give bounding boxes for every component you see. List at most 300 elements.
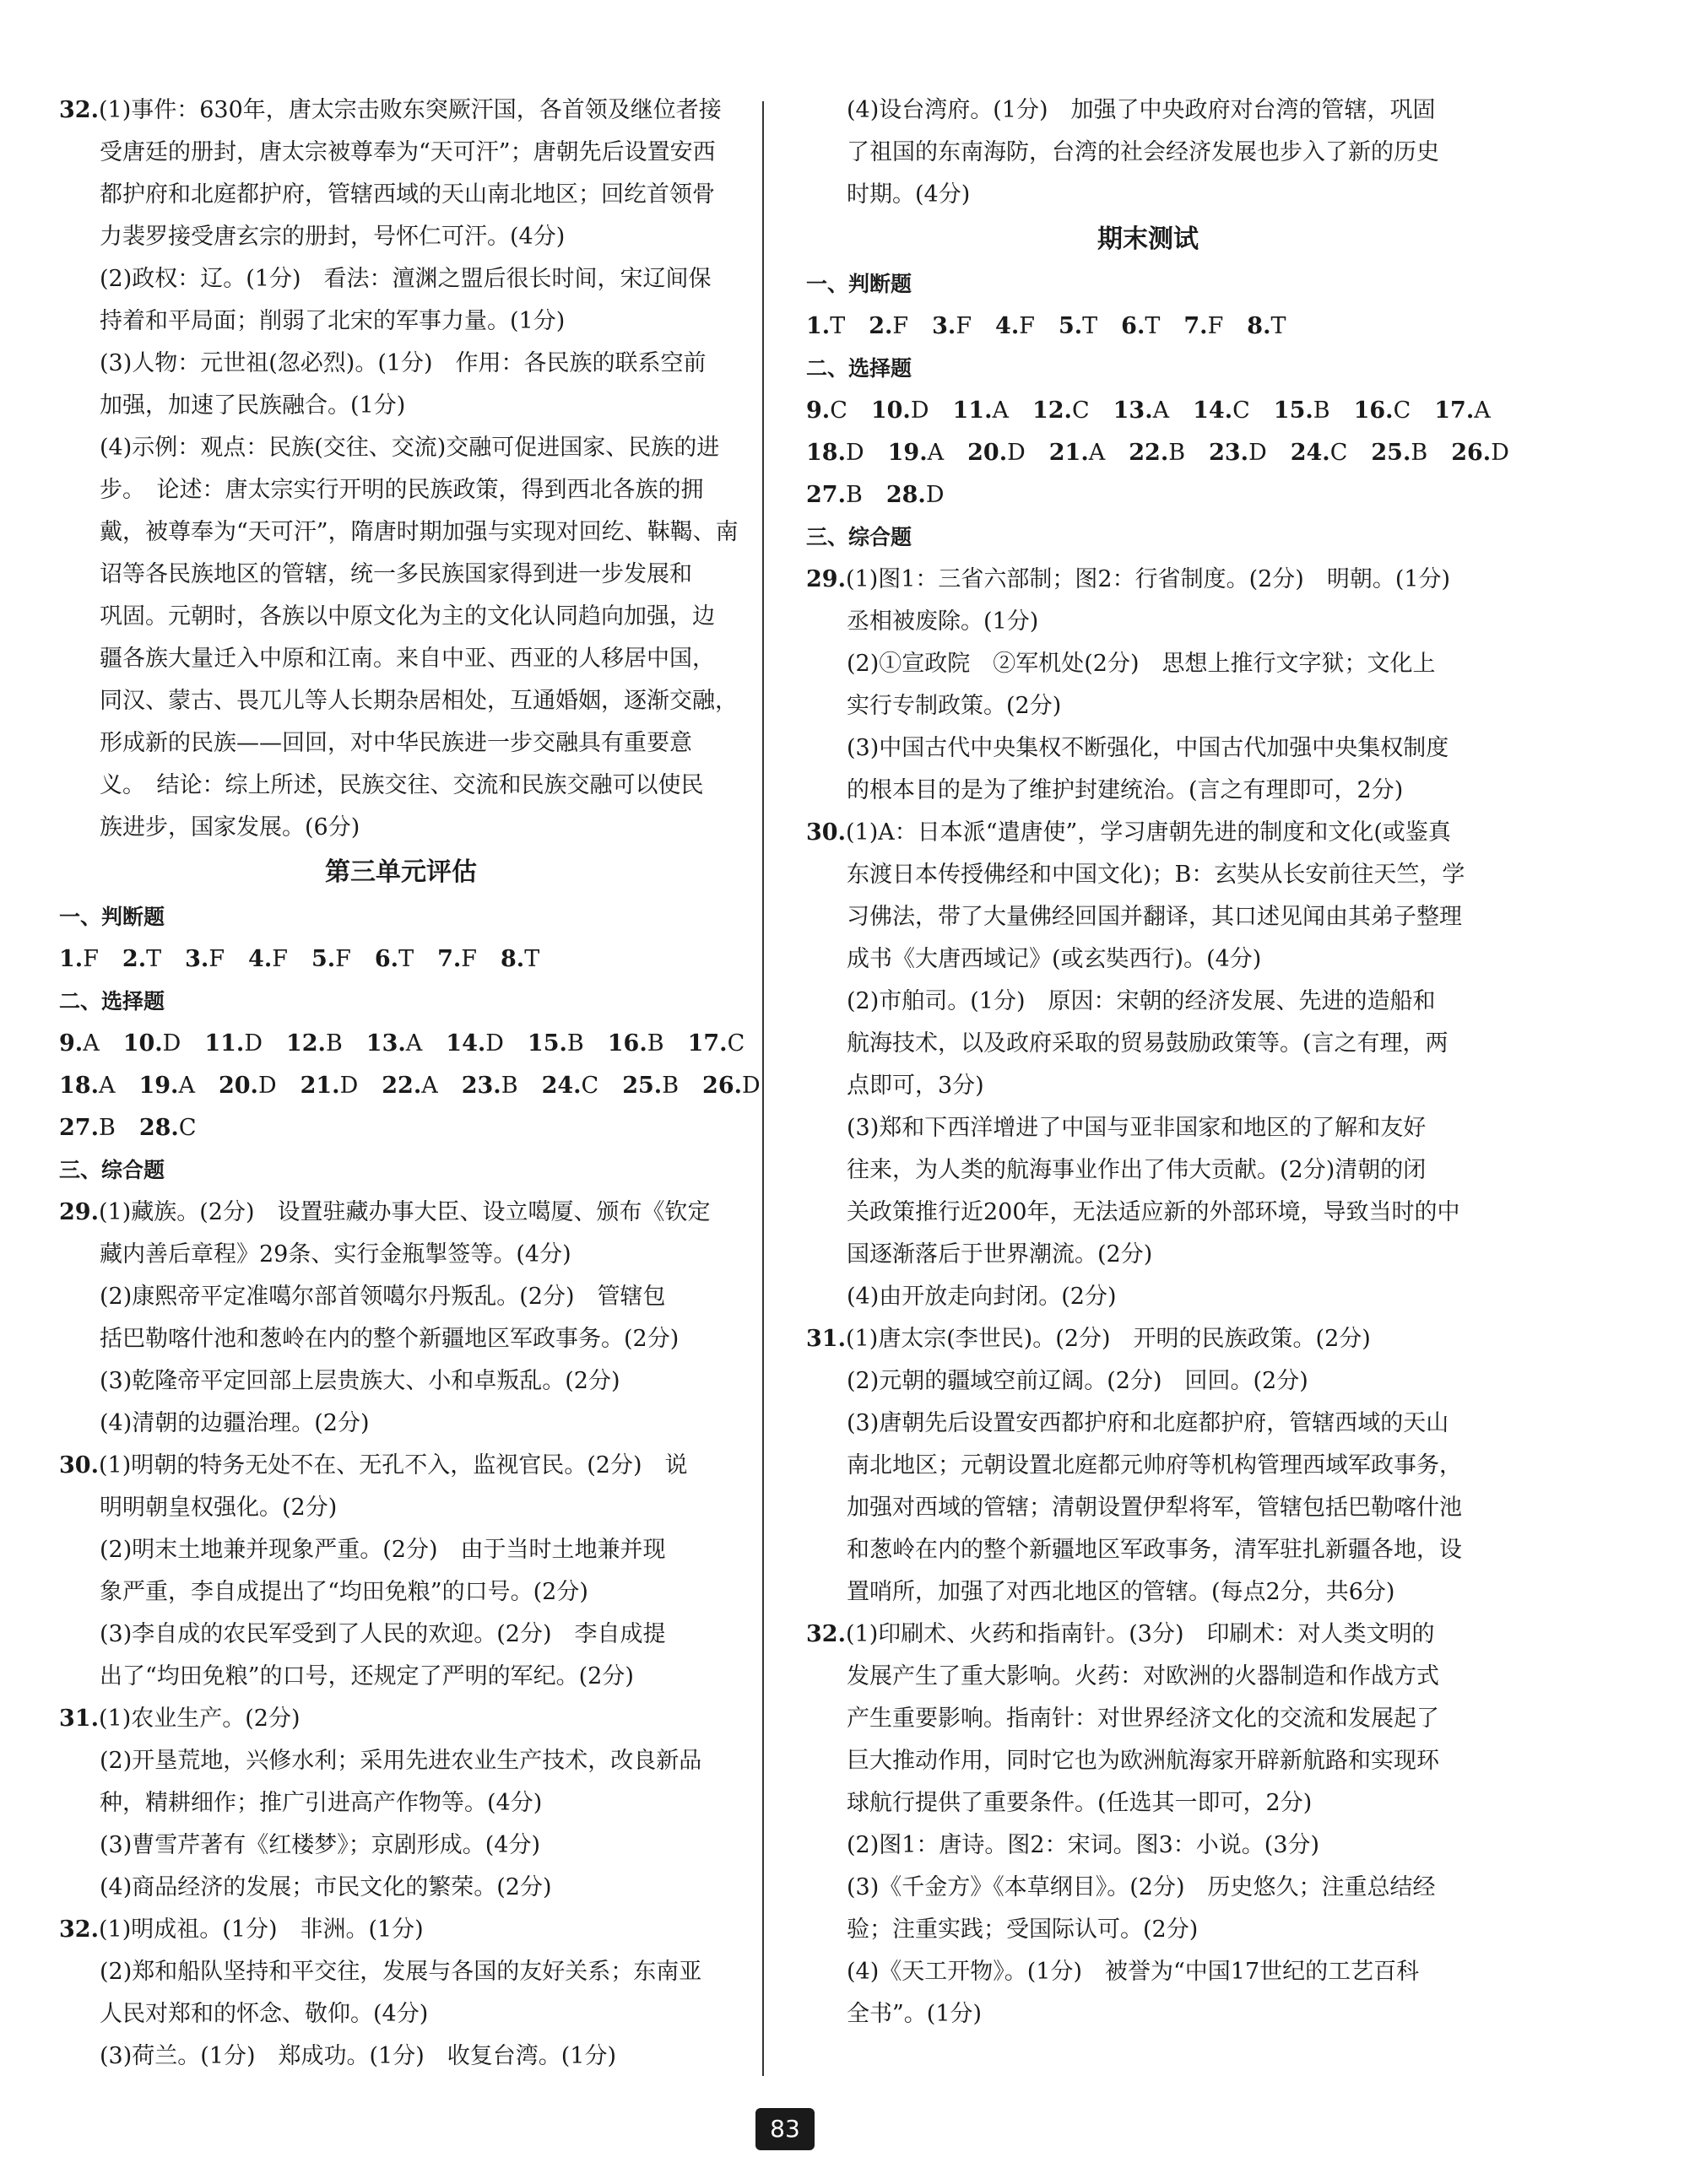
- answer-number: 12.: [285, 1030, 326, 1057]
- line-text: 持着和平局面；削弱了北宋的军事力量。(1分): [100, 308, 566, 334]
- answer-number: 6.: [374, 946, 399, 972]
- answer-item: [462, 1065, 518, 1107]
- answer-value: C: [178, 1115, 197, 1141]
- answer-text-line: [806, 559, 1490, 601]
- answer-text-line: [59, 132, 743, 174]
- answer-value: D: [1491, 440, 1509, 466]
- answer-text-line: [806, 1571, 1490, 1614]
- answer-number: 2.: [122, 946, 147, 972]
- answer-item: [1291, 432, 1348, 474]
- answer-number: 3.: [932, 313, 956, 339]
- answer-item: [204, 1023, 263, 1065]
- line-text: (4)商品经济的发展；市民文化的繁荣。(2分): [100, 1874, 552, 1900]
- answer-text-line: [59, 1614, 743, 1656]
- answer-value: D: [742, 1073, 761, 1099]
- answer-number: 8.: [501, 946, 525, 972]
- answer-item: [1129, 432, 1185, 474]
- answer-text-line: [59, 1782, 743, 1825]
- answer-text-line: [806, 1065, 1490, 1107]
- answer-text-line: [806, 1698, 1490, 1740]
- answer-number: 17.: [687, 1030, 728, 1057]
- answer-number: 21.: [1048, 440, 1089, 466]
- answer-item: [953, 390, 1009, 432]
- answer-text-line: [806, 727, 1490, 770]
- line-text: (1)农业生产。(2分): [98, 1706, 301, 1732]
- answer-number: 6.: [1121, 313, 1145, 339]
- line-text: 都护府和北庭都护府，管辖西域的天山南北地区；回纥首领骨: [100, 181, 715, 208]
- answer-text-line: [806, 1867, 1490, 1909]
- answer-text-line: [59, 174, 743, 216]
- answer-item: [871, 390, 929, 432]
- answer-text-line: [806, 1740, 1490, 1782]
- line-text: (1)藏族。(2分) 设置驻藏办事大臣、设立噶厦、颁布《钦定: [98, 1199, 711, 1225]
- answer-value: A: [421, 1073, 438, 1099]
- answer-number: 16.: [1353, 397, 1394, 424]
- answer-text-line: [59, 554, 743, 596]
- answer-number: 15.: [1273, 397, 1313, 424]
- line-text: 产生重要影响。指南针：对世界经济文化的交流和发展起了: [847, 1706, 1439, 1732]
- answer-item: [446, 1023, 504, 1065]
- answer-item: [1049, 432, 1105, 474]
- answer-item: [123, 1023, 181, 1065]
- line-text: 习佛法，带了大量佛经回国并翻译，其口述见闻由其弟子整理: [847, 904, 1462, 930]
- answer-number: 14.: [446, 1030, 486, 1057]
- line-text: 明明朝皇权强化。(2分): [100, 1495, 338, 1521]
- answer-item: [1354, 390, 1411, 432]
- line-text: (2)明末土地兼并现象严重。(2分) 由于当时土地兼并现: [100, 1537, 666, 1563]
- answer-number: 7.: [1183, 313, 1208, 339]
- line-text: 形成新的民族——回回，对中华民族进一步交融具有重要意: [100, 730, 692, 756]
- answer-text-line: [806, 1276, 1490, 1318]
- line-text: (2)开垦荒地，兴修水利；采用先进农业生产技术，改良新品: [100, 1748, 702, 1774]
- answer-item: [608, 1023, 664, 1065]
- line-text: 点即可，3分): [847, 1073, 984, 1099]
- answer-value: F: [208, 946, 225, 972]
- answer-text-line: [806, 896, 1490, 938]
- line-text: 关政策推行近200年，无法适应新的外部环境，导致当时的中: [847, 1199, 1460, 1225]
- question-number: 32.: [59, 97, 99, 123]
- answer-item: [688, 1023, 745, 1065]
- answer-item: [59, 938, 99, 981]
- answer-text-line: [806, 1149, 1490, 1192]
- answer-value: T: [524, 946, 540, 972]
- line-text: (2)图1：唐诗。图2：宋词。图3：小说。(3分): [847, 1832, 1320, 1858]
- answer-item: [248, 938, 288, 981]
- answer-text-line: [806, 1529, 1490, 1571]
- line-text: (1)唐太宗(李世民)。(2分) 开明的民族政策。(2分): [845, 1326, 1371, 1352]
- section-subheading: 一、判断题: [59, 905, 165, 929]
- line-text: 国逐渐落后于世界潮流。(2分): [847, 1241, 1153, 1268]
- answer-value: T: [1270, 313, 1286, 339]
- answer-item: [375, 938, 414, 981]
- line-text: (4)由开放走向封闭。(2分): [847, 1284, 1117, 1310]
- line-text: 种，精耕细作；推广引进高产作物等。(4分): [100, 1790, 543, 1816]
- answer-value: C: [830, 397, 847, 424]
- answer-number: 5.: [311, 946, 336, 972]
- answer-number: 2.: [869, 313, 893, 339]
- line-text: (1)明成祖。(1分) 非洲。(1分): [98, 1916, 424, 1943]
- answer-value: B: [501, 1073, 518, 1099]
- answer-text-line: [59, 2035, 743, 2078]
- answer-number: 5.: [1058, 313, 1083, 339]
- answer-item: [501, 938, 539, 981]
- line-text: (3)中国古代中央集权不断强化，中国古代加强中央集权制度: [847, 735, 1449, 761]
- line-text: 象严重，李自成提出了“均田免粮”的口号。(2分): [100, 1579, 588, 1605]
- answer-item: [311, 938, 351, 981]
- answer-item: [1209, 432, 1267, 474]
- line-text: (2)市舶司。(1分) 原因：宋朝的经济发展、先进的造船和: [847, 988, 1436, 1014]
- answer-text-line: [59, 511, 743, 554]
- line-text: 族进步，国家发展。(6分): [100, 814, 360, 841]
- answer-number: 26.: [702, 1073, 743, 1099]
- answer-text-line: [806, 812, 1490, 854]
- answer-number: 9.: [806, 397, 831, 424]
- line-text: 义。 结论：综上所述，民族交往、交流和民族交融可以使民: [100, 772, 704, 798]
- answer-value: C: [1071, 397, 1090, 424]
- answer-text-line: [806, 89, 1490, 132]
- line-text: 力裴罗接受唐玄宗的册封，号怀仁可汗。(4分): [100, 224, 566, 250]
- answer-text-line: [806, 1445, 1490, 1487]
- answer-text-line: [59, 1445, 743, 1487]
- answer-number: 11.: [952, 397, 993, 424]
- answer-value: F: [892, 313, 909, 339]
- answer-text-line: [806, 1825, 1490, 1867]
- line-text: (2)元朝的疆域空前辽阔。(2分) 回回。(2分): [847, 1368, 1308, 1394]
- answer-text-line: [59, 1403, 743, 1445]
- answer-item: [219, 1065, 277, 1107]
- answer-item: [542, 1065, 599, 1107]
- line-text: (2)政权：辽。(1分) 看法：澶渊之盟后很长时间，宋辽间保: [100, 266, 712, 292]
- line-text: 了祖国的东南海防，台湾的社会经济发展也步入了新的历史: [847, 139, 1439, 165]
- answer-text-line: [806, 601, 1490, 643]
- answer-number: 8.: [1247, 313, 1271, 339]
- answer-item: [869, 305, 908, 348]
- answer-value: B: [325, 1030, 343, 1057]
- answer-item: [995, 305, 1035, 348]
- answer-value: D: [162, 1030, 181, 1057]
- line-text: (3)人物：元世祖(忽必烈)。(1分) 作用：各民族的联系空前: [100, 350, 707, 376]
- line-text: 的根本目的是为了维护封建统治。(言之有理即可，2分): [847, 777, 1404, 803]
- answer-text-line: [59, 722, 743, 765]
- answer-text-line: [806, 1951, 1490, 1993]
- line-text: 受唐廷的册封，唐太宗被尊奉为“天可汗”；唐朝先后设置安西: [100, 139, 716, 165]
- answer-row: [806, 474, 1490, 516]
- answer-number: 18.: [806, 440, 846, 466]
- line-text: 南北地区；元朝设置北庭都元帅府等机构管理西域军政事务，: [847, 1452, 1462, 1479]
- line-text: 步。 论述：唐太宗实行开明的民族政策，得到西北各族的拥: [100, 477, 704, 503]
- answer-value: D: [244, 1030, 263, 1057]
- answer-row: [806, 305, 1490, 348]
- line-text: 和葱岭在内的整个新疆地区军政事务，清军驻扎新疆各地，设: [847, 1537, 1462, 1563]
- answer-number: 22.: [382, 1073, 422, 1099]
- answer-text-line: [806, 1318, 1490, 1360]
- answer-item: [1434, 390, 1490, 432]
- answer-value: B: [662, 1073, 680, 1099]
- answer-value: F: [335, 946, 351, 972]
- line-text: (4)设台湾府。(1分) 加强了中央政府对台湾的管辖，巩固: [847, 97, 1436, 123]
- answer-value: A: [83, 1030, 100, 1057]
- answer-number: 4.: [248, 946, 273, 972]
- answer-item: [622, 1065, 679, 1107]
- answer-text-line: [59, 807, 743, 849]
- answer-value: A: [992, 397, 1009, 424]
- line-text: (1)印刷术、火药和指南针。(3分) 印刷术：对人类文明的: [845, 1621, 1435, 1647]
- line-text: 东渡日本传授佛经和中国文化)；B：玄奘从长安前往天竺，学: [847, 862, 1465, 888]
- answer-text-line: [806, 1487, 1490, 1529]
- answer-text-line: [806, 1993, 1490, 2035]
- answer-value: B: [647, 1030, 664, 1057]
- answer-number: 12.: [1032, 397, 1072, 424]
- line-text: 疆各族大量迁入中原和江南。来自中亚、西亚的人移居中国，: [100, 646, 715, 672]
- answer-number: 10.: [870, 397, 911, 424]
- answer-text-line: [59, 1571, 743, 1614]
- answer-item: [1121, 305, 1160, 348]
- line-text: 巨大推动作用，同时它也为欧洲航海家开辟新航路和实现环: [847, 1748, 1439, 1774]
- answer-text-line: [806, 854, 1490, 896]
- answer-text-line: [59, 1487, 743, 1529]
- answer-item: [301, 1065, 359, 1107]
- answer-row: [806, 432, 1509, 474]
- answer-text-line: [59, 258, 743, 300]
- answer-item: [886, 474, 945, 516]
- line-text: 全书”。(1分): [847, 2001, 983, 2027]
- answer-number: 7.: [437, 946, 462, 972]
- left-column: [59, 89, 761, 2078]
- answer-text-line: [59, 680, 743, 722]
- answer-item: [59, 1023, 100, 1065]
- answer-item: [806, 432, 864, 474]
- answer-value: D: [845, 440, 864, 466]
- answer-item: [122, 938, 161, 981]
- line-text: (3)李自成的农民军受到了人民的欢迎。(2分) 李自成提: [100, 1621, 666, 1647]
- answer-item: [528, 1023, 584, 1065]
- line-text: (3)唐朝先后设置安西都护府和北庭都护府，管辖西域的天山: [847, 1410, 1449, 1436]
- answer-number: 26.: [1451, 440, 1492, 466]
- answer-text-line: [59, 596, 743, 638]
- line-text: (3)《千金方》《本草纲目》。(2分) 历史悠久；注重总结经: [847, 1874, 1436, 1900]
- answer-number: 27.: [806, 482, 846, 508]
- answer-number: 23.: [1209, 440, 1249, 466]
- answer-value: D: [485, 1030, 504, 1057]
- answer-text-line: [59, 1698, 743, 1740]
- section-subheading: 二、选择题: [59, 989, 165, 1014]
- answer-text-line: [59, 1318, 743, 1360]
- answer-text-line: [806, 1234, 1490, 1276]
- answer-number: 28.: [138, 1115, 179, 1141]
- line-text: 验；注重实践；受国际认可。(2分): [847, 1916, 1199, 1943]
- answer-number: 9.: [59, 1030, 84, 1057]
- line-text: (2)郑和船队坚持和平交往，发展与各国的友好关系；东南亚: [100, 1959, 702, 1985]
- answer-value: D: [910, 397, 929, 424]
- section-title: 期末测试: [1097, 224, 1199, 254]
- answer-value: B: [566, 1030, 584, 1057]
- answer-number: 21.: [300, 1073, 340, 1099]
- line-text: (4)示例：观点：民族(交往、交流)交融可促进国家、民族的进: [100, 435, 720, 461]
- answer-value: D: [925, 482, 945, 508]
- answer-text-line: [806, 1107, 1490, 1149]
- answer-text-line: [59, 216, 743, 258]
- answer-number: 20.: [967, 440, 1008, 466]
- answer-value: A: [927, 440, 945, 466]
- answer-text-line: [806, 1614, 1490, 1656]
- line-text: 出了“均田免粮”的口号，还规定了严明的军纪。(2分): [100, 1663, 634, 1689]
- line-text: 同汉、蒙古、畏兀儿等人长期杂居相处，互通婚姻，逐渐交融，: [100, 688, 738, 714]
- answer-value: F: [956, 313, 972, 339]
- answer-value: A: [405, 1030, 423, 1057]
- answer-value: F: [1207, 313, 1224, 339]
- answer-item: [139, 1107, 197, 1149]
- answer-item: [1032, 390, 1090, 432]
- answer-number: 17.: [1434, 397, 1475, 424]
- answer-value: T: [146, 946, 162, 972]
- answer-number: 25.: [1371, 440, 1411, 466]
- answer-value: F: [461, 946, 478, 972]
- answer-number: 27.: [59, 1115, 99, 1141]
- answer-value: T: [830, 313, 846, 339]
- answer-item: [138, 1065, 194, 1107]
- answer-text-line: [59, 1234, 743, 1276]
- line-text: (2)①宣政院 ②军机处(2分) 思想上推行文字狱；文化上: [847, 651, 1436, 677]
- line-text: 括巴勒喀什池和葱岭在内的整个新疆地区军政事务。(2分): [100, 1326, 680, 1352]
- answer-text-line: [59, 1867, 743, 1909]
- answer-text-line: [806, 1192, 1490, 1234]
- line-text: (3)荷兰。(1分) 郑成功。(1分) 收复台湾。(1分): [100, 2043, 616, 2069]
- line-text: 人民对郑和的怀念、敬仰。(4分): [100, 2001, 429, 2027]
- answer-item: [1451, 432, 1509, 474]
- answer-text-line: [59, 469, 743, 511]
- answer-item: [806, 474, 863, 516]
- answer-value: T: [1145, 313, 1161, 339]
- answer-value: B: [1168, 440, 1186, 466]
- answer-item: [806, 305, 845, 348]
- column-divider: [762, 101, 764, 2076]
- answer-text-line: [806, 685, 1490, 727]
- answer-text-line: [59, 1529, 743, 1571]
- answer-text-line: [59, 1909, 743, 1951]
- answer-number: 20.: [218, 1073, 258, 1099]
- answer-number: 13.: [1113, 397, 1153, 424]
- answer-text-line: [806, 938, 1490, 981]
- line-text: 成书《大唐西域记》(或玄奘西行)。(4分): [847, 946, 1262, 972]
- answer-value: T: [398, 946, 414, 972]
- answer-item: [382, 1065, 437, 1107]
- answer-number: 11.: [204, 1030, 245, 1057]
- answer-item: [286, 1023, 343, 1065]
- answer-value: B: [98, 1115, 116, 1141]
- answer-text-line: [59, 1740, 743, 1782]
- answer-value: A: [98, 1073, 116, 1099]
- answer-item: [932, 305, 972, 348]
- line-text: 置哨所，加强了对西北地区的管辖。(每点2分，共6分): [847, 1579, 1395, 1605]
- line-text: 球航行提供了重要条件。(任选其一即可，2分): [847, 1790, 1313, 1816]
- section-subheading: 三、综合题: [806, 525, 912, 549]
- line-text: (1)图1：三省六部制；图2：行省制度。(2分) 明朝。(1分): [845, 566, 1451, 592]
- answer-value: B: [845, 482, 863, 508]
- answer-text-line: [59, 765, 743, 807]
- answer-text-line: [59, 1276, 743, 1318]
- answer-item: [967, 432, 1026, 474]
- answer-item: [1059, 305, 1097, 348]
- line-text: 实行专制政策。(2分): [847, 693, 1062, 719]
- answer-item: [1113, 390, 1169, 432]
- line-text: 丞相被废除。(1分): [847, 608, 1039, 635]
- answer-number: 24.: [1290, 440, 1330, 466]
- answer-text-line: [59, 1192, 743, 1234]
- answer-item: [59, 1107, 116, 1149]
- answer-value: C: [727, 1030, 745, 1057]
- page-number: 83: [755, 2108, 815, 2150]
- question-number: 29.: [59, 1199, 99, 1225]
- answer-value: C: [1393, 397, 1411, 424]
- answer-value: D: [1007, 440, 1026, 466]
- question-number: 30.: [59, 1452, 99, 1479]
- answer-number: 24.: [541, 1073, 582, 1099]
- answer-number: 4.: [995, 313, 1020, 339]
- question-number: 32.: [59, 1916, 99, 1943]
- answer-item: [59, 1065, 115, 1107]
- answer-text-line: [806, 1023, 1490, 1065]
- section-subheading: 三、综合题: [59, 1158, 165, 1182]
- line-text: (1)A：日本派“遣唐使”，学习唐朝先进的制度和文化(或鉴真: [845, 819, 1451, 846]
- answer-item: [437, 938, 477, 981]
- line-text: 诏等各民族地区的管辖，统一多民族国家得到进一步发展和: [100, 561, 692, 587]
- answer-number: 1.: [59, 946, 84, 972]
- answer-text-line: [806, 643, 1490, 685]
- line-text: 藏内善后章程》29条、实行金瓶掣签等。(4分): [100, 1241, 571, 1268]
- answer-text-line: [806, 174, 1490, 216]
- answer-text-line: [806, 1782, 1490, 1825]
- answer-value: F: [83, 946, 99, 972]
- answer-item: [1274, 390, 1330, 432]
- line-text: (2)康熙帝平定准噶尔部首领噶尔丹叛乱。(2分) 管辖包: [100, 1284, 666, 1310]
- answer-item: [1371, 432, 1427, 474]
- answer-number: 16.: [607, 1030, 647, 1057]
- question-number: 31.: [806, 1326, 846, 1352]
- answer-item: [702, 1065, 761, 1107]
- question-number: 31.: [59, 1706, 99, 1732]
- answer-text-line: [59, 89, 743, 132]
- answer-row: [59, 938, 743, 981]
- answer-text-line: [806, 132, 1490, 174]
- answer-value: F: [1019, 313, 1035, 339]
- answer-text-line: [59, 385, 743, 427]
- question-number: 32.: [806, 1621, 846, 1647]
- answer-value: T: [1082, 313, 1098, 339]
- line-text: 往来，为人类的航海事业作出了伟大贡献。(2分)清朝的闭: [847, 1157, 1427, 1183]
- answer-value: F: [272, 946, 288, 972]
- answer-item: [185, 938, 225, 981]
- line-text: 时期。(4分): [847, 181, 971, 208]
- section-title: 第三单元评估: [325, 857, 477, 887]
- answer-text-line: [59, 1951, 743, 1993]
- answer-item: [1193, 390, 1250, 432]
- answer-number: 23.: [461, 1073, 501, 1099]
- answer-value: A: [178, 1073, 195, 1099]
- line-text: (4)清朝的边疆治理。(2分): [100, 1410, 370, 1436]
- answer-row: [806, 390, 1490, 432]
- answer-value: A: [1152, 397, 1170, 424]
- answer-value: B: [1411, 440, 1428, 466]
- line-text: (3)乾隆帝平定回部上层贵族大、小和卓叛乱。(2分): [100, 1368, 620, 1394]
- answer-value: D: [257, 1073, 277, 1099]
- answer-text-line: [806, 770, 1490, 812]
- question-number: 29.: [806, 566, 846, 592]
- answer-text-line: [59, 1825, 743, 1867]
- answer-item: [366, 1023, 422, 1065]
- answer-value: C: [1329, 440, 1348, 466]
- answer-text-line: [59, 300, 743, 343]
- answer-number: 15.: [527, 1030, 567, 1057]
